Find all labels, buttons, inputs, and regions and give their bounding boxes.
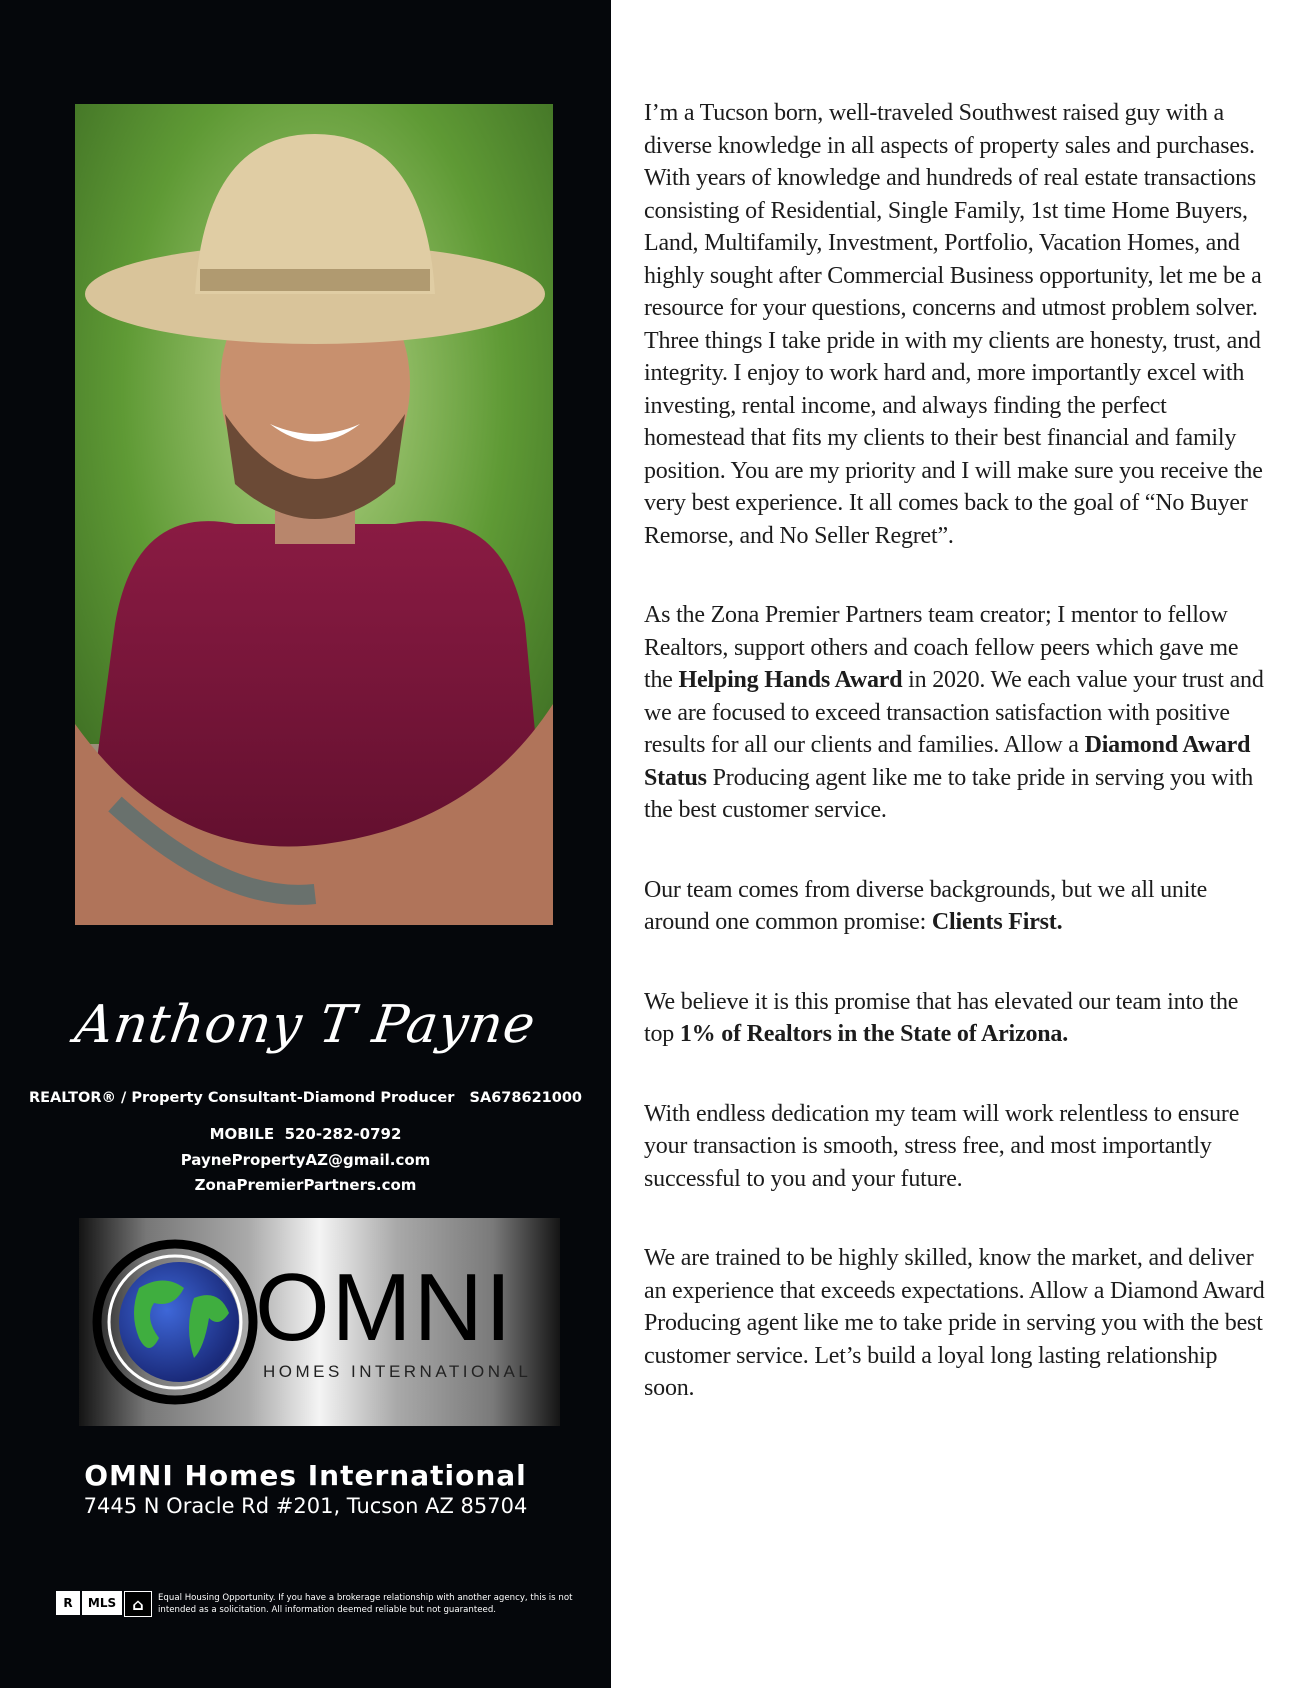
agent-title-text: REALTOR® / Property Consultant-Diamond Producer (28, 1090, 455, 1106)
bio-paragraph: I’m a Tucson born, well-traveled Southwest raised guy with a diverse knowledge in all aspects of property sales and purchases. With years of knowledge and hundreds of real estate transactions consisting of Residential, Single Family, 1st time Home Buyers, Land, Multifamily, Investment, Portfolio, Vacation Homes, and highly sought after Commercial Business opportunity, let me be a resource for your questions, concerns and utmost problem solver. Three things I take pride in with my clients are honesty, trust, and integrity. I enjoy to work hard and, more importantly excel with investing, rental income, and always finding the perfect homestead that fits my clients to their best financial and family position. You are my priority and I will make sure you receive the very best experience. It all comes back to the goal of “No Buyer Remorse, and No Seller Regret”. (644, 100, 1263, 549)
bio-paragraph (644, 986, 1266, 1051)
company-address: 7445 N Oracle Rd #201, Tucson AZ 85704 (83, 1494, 528, 1518)
bio-paragraph: We are trained to be highly skilled, know the market, and deliver an experience that exceeds expectations. Allow a Diamond Award Producing agent like me to take pride in serving you with the best customer service. Let’s build a loyal long lasting relationship soon. (644, 1245, 1265, 1401)
bio-column (644, 97, 1266, 1452)
promise: Clients First. (931, 909, 1063, 935)
email-link[interactable]: PaynePropertyAZ@gmail.com (180, 1151, 431, 1169)
text: Producing agent like me to take pride in serving you with the best customer service. (644, 764, 1254, 823)
text: As the Zona Premier Partners team creator; I mentor to fellow Realtors, support others and coach fellow peers which gave me the (644, 602, 1239, 693)
bio-paragraph (644, 874, 1266, 939)
agent-photo (75, 104, 553, 925)
realtor-icon: R (56, 1591, 80, 1615)
logo-subtitle: HOMES INTERNATIONAL (263, 1362, 532, 1381)
left-panel (0, 0, 611, 1688)
ranking: 1% of Realtors in the State of Arizona. (679, 1021, 1069, 1047)
company-name: OMNI Homes International (84, 1459, 527, 1492)
mobile-label: MOBILE (209, 1125, 275, 1143)
text: in 2020. We each value your trust and we are focused to exceed transaction satisfaction with positive results for all our clients and families. Allow a (644, 667, 1264, 758)
text: Our team comes from diverse backgrounds, but we all unite around one common promise: (644, 876, 1208, 935)
award-name: Helping Hands Award (678, 667, 903, 693)
mls-icon: MLS (82, 1591, 122, 1615)
text: We believe it is this promise that has elevated our team into the top (644, 988, 1239, 1047)
website-link[interactable]: ZonaPremierPartners.com (194, 1176, 417, 1194)
disclaimer: Equal Housing Opportunity. If you have a brokerage relationship with another agency, this is not intended as a solicitation. All information deemed reliable but not guaranteed. (158, 1593, 573, 1615)
omni-logo (79, 1218, 560, 1426)
logo-wordmark: OMNI (255, 1254, 514, 1361)
agent-signature: Anthony T Payne (71, 995, 540, 1055)
bio-paragraph: With endless dedication my team will work relentless to ensure your transaction is smooth, stress free, and most importantly successful to you and your future. (644, 1100, 1240, 1192)
mobile-line (0, 1125, 611, 1143)
license-number: SA678621000 (469, 1090, 583, 1106)
agent-title (0, 1090, 611, 1106)
bio-paragraph (644, 599, 1266, 827)
award-status: Diamond Award Status (644, 732, 1251, 791)
globe-icon (79, 1218, 259, 1426)
equal-housing-icon: ⌂ (124, 1591, 152, 1617)
mobile-number[interactable]: 520-282-0792 (284, 1125, 402, 1143)
compliance-badges (56, 1591, 152, 1615)
